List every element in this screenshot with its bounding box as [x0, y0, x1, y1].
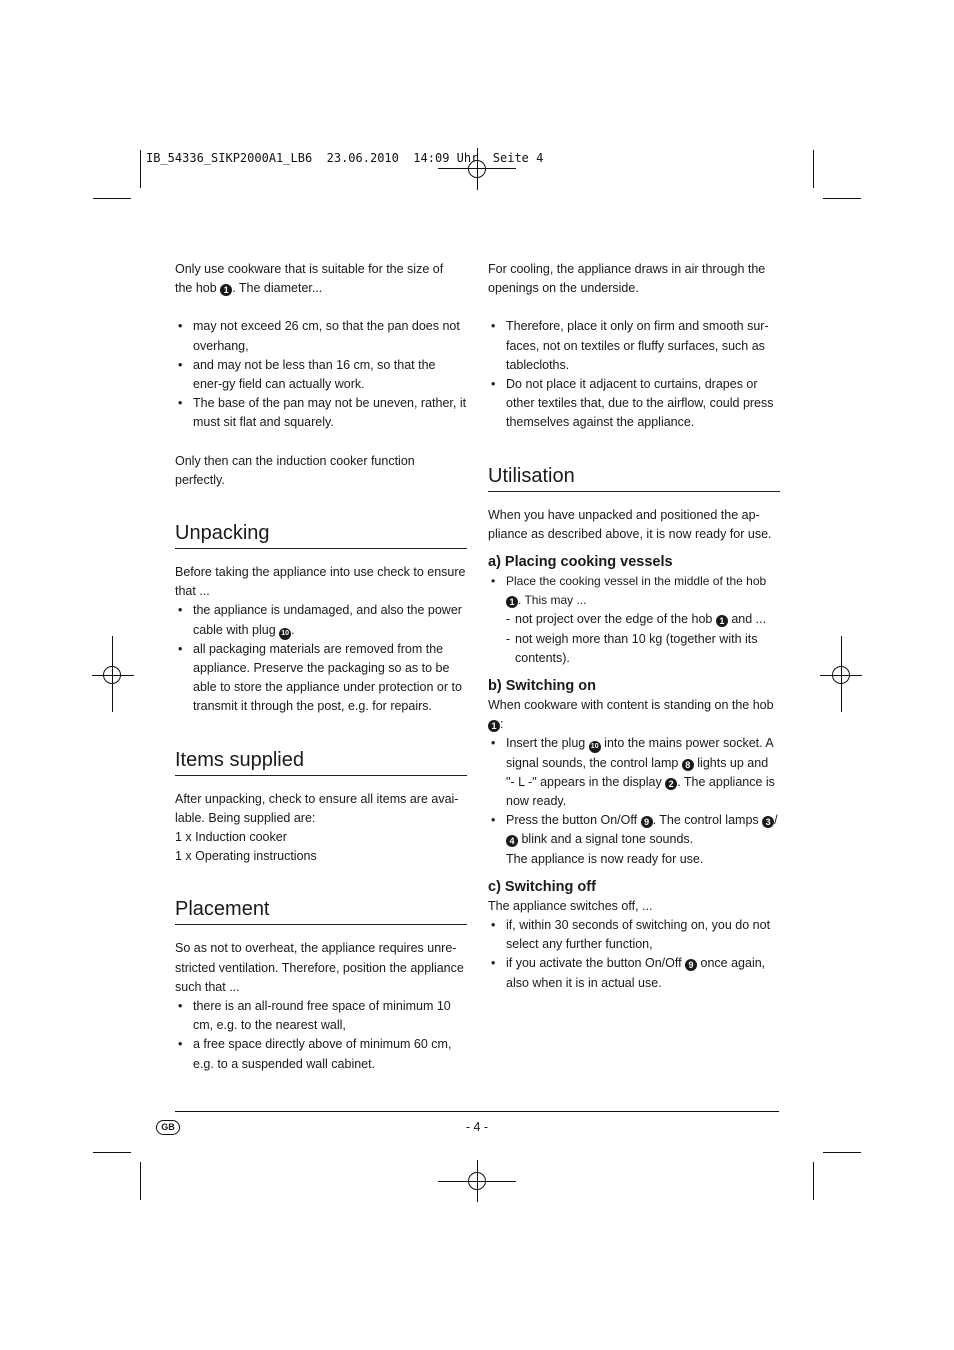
- bullet-list: [488, 572, 780, 668]
- crop-mark: [823, 1152, 861, 1153]
- ref-number-badge: 8: [682, 759, 694, 771]
- ref-number-badge: 9: [685, 959, 697, 971]
- crop-mark: [93, 1152, 131, 1153]
- section-heading-unpacking: Unpacking: [175, 520, 467, 549]
- paragraph: When you have unpacked and positioned the ap-pliance as described above, it is now ready for use.: [488, 507, 772, 541]
- crop-mark: [813, 1162, 814, 1200]
- text: Press the button On/Off: [506, 813, 641, 828]
- subheading-switching-off: c) Switching off: [488, 878, 596, 895]
- text: The appliance is now ready for use.: [506, 851, 704, 866]
- text: . The appliance is now ready.: [506, 774, 775, 809]
- bullet-list: [488, 317, 780, 432]
- list-item: [175, 601, 467, 639]
- text: lights up and "- L -" appears in the display: [506, 755, 769, 789]
- left-column: [175, 260, 467, 1074]
- registration-circle: [103, 666, 121, 684]
- list-item: • a free space directly above of minimum 60 cm, e.g. to a suspended wall cabinet.: [175, 1035, 467, 1073]
- text: Place the cooking vessel in the middle of the hob: [506, 574, 767, 589]
- list-item: - not weigh more than 10 kg (together with its contents).: [488, 630, 780, 668]
- text: . The control lamps: [652, 813, 763, 828]
- list-item: [488, 954, 780, 992]
- text: the hob: [175, 281, 221, 296]
- text: into the mains power socket. A signal sounds, the control lamp: [506, 736, 774, 770]
- list-item: [488, 610, 780, 629]
- list-item: [488, 811, 780, 869]
- list-item: • all packaging materials are removed from the appliance. Preserve the packaging so as to be able to store the appliance under protection or to transmit it through the post, e.g. for repairs.: [175, 640, 467, 717]
- item-line: 1 x Induction cooker: [175, 830, 287, 845]
- list-item: • Therefore, place it only on firm and smooth sur-faces, not on textiles or fluffy surfaces, such as tablecloths.: [488, 317, 780, 375]
- bullet-list: [175, 317, 467, 432]
- paragraph: The appliance switches off, ...: [488, 898, 653, 913]
- paragraph: Before taking the appliance into use check to ensure that ...: [175, 565, 466, 599]
- list-item: • there is an all-round free space of minimum 10 cm, e.g. to the nearest wall,: [175, 997, 467, 1035]
- footer-rule: [175, 1111, 779, 1112]
- bullet-list: [488, 734, 780, 868]
- ref-number-badge: 10: [279, 628, 291, 640]
- text: . The diameter...: [232, 281, 323, 296]
- registration-circle: [468, 1172, 486, 1190]
- list-item: • and may not be less than 16 cm, so that the ener-gy field can actually work.: [175, 356, 467, 394]
- text: :: [500, 717, 504, 732]
- ref-number-badge: 1: [716, 615, 728, 627]
- section-heading-placement: Placement: [175, 896, 467, 925]
- text: once again, also when it is in actual use.: [506, 956, 766, 990]
- text: Only use cookware that is suitable for the size of: [175, 262, 444, 276]
- slug-underline: [438, 168, 516, 169]
- text: /: [774, 813, 778, 828]
- ref-number-badge: 1: [488, 720, 500, 732]
- text: . This may ...: [518, 593, 587, 608]
- list-item: • may not exceed 26 cm, so that the pan does not overhang,: [175, 317, 467, 355]
- crop-mark: [140, 150, 141, 188]
- registration-circle: [832, 666, 850, 684]
- list-item: [488, 734, 780, 811]
- text: Insert the plug: [506, 736, 589, 751]
- paragraph: Only then can the induction cooker function perfectly.: [175, 453, 415, 487]
- item-line: 1 x Operating instructions: [175, 849, 317, 864]
- ref-number-badge: 9: [641, 816, 653, 828]
- list-item: • Do not place it adjacent to curtains, drapes or other textiles that, due to the airflow, could press themselves against the appliance.: [488, 375, 780, 433]
- crop-mark: [93, 198, 131, 199]
- crop-mark: [140, 1162, 141, 1200]
- text: .: [291, 622, 295, 637]
- bullet-list: [175, 601, 467, 716]
- paragraph: So as not to overheat, the appliance requires unre-stricted ventilation. Therefore, position the appliance such that ...: [175, 941, 464, 994]
- right-column: [488, 260, 780, 993]
- crop-mark: [823, 198, 861, 199]
- country-badge: GB: [156, 1120, 180, 1135]
- section-heading-items-supplied: Items supplied: [175, 747, 467, 776]
- text: if you activate the button On/Off: [506, 956, 686, 971]
- text: and ...: [727, 612, 767, 627]
- ref-number-badge: 1: [220, 284, 232, 296]
- ref-number-badge: 3: [762, 816, 774, 828]
- list-item: • if, within 30 seconds of switching on, you do not select any further function,: [488, 916, 780, 954]
- text: blink and a signal tone sounds.: [518, 832, 694, 847]
- paragraph: After unpacking, check to ensure all items are avai-lable. Being supplied are:: [175, 791, 459, 825]
- text: When cookware with content is standing on the hob: [488, 698, 774, 713]
- subheading-switching-on: b) Switching on: [488, 678, 596, 695]
- ref-number-badge: 10: [589, 741, 601, 753]
- bullet-list: [175, 997, 467, 1074]
- text: the appliance is undamaged, and also the power cable with plug: [193, 603, 462, 637]
- crop-mark: [813, 150, 814, 188]
- section-heading-utilisation: Utilisation: [488, 463, 780, 492]
- ref-number-badge: 2: [665, 778, 677, 790]
- subheading-placing-cooking-vessels: a) Placing cooking vessels: [488, 554, 673, 571]
- ref-number-badge: 1: [506, 596, 518, 608]
- paragraph: [175, 260, 467, 298]
- list-item: • The base of the pan may not be uneven, rather, it must sit flat and squarely.: [175, 394, 467, 432]
- paragraph: For cooling, the appliance draws in air through the openings on the underside.: [488, 262, 766, 296]
- paragraph: [488, 696, 780, 734]
- page-number: - 4 -: [465, 1120, 489, 1134]
- bullet-list: [488, 916, 780, 993]
- ref-number-badge: 4: [506, 835, 518, 847]
- text: not project over the edge of the hob: [515, 612, 716, 627]
- print-slug: IB_54336_SIKP2000A1_LB6 23.06.2010 14:09 Uhr Seite 4: [146, 151, 544, 165]
- list-item: [488, 572, 780, 610]
